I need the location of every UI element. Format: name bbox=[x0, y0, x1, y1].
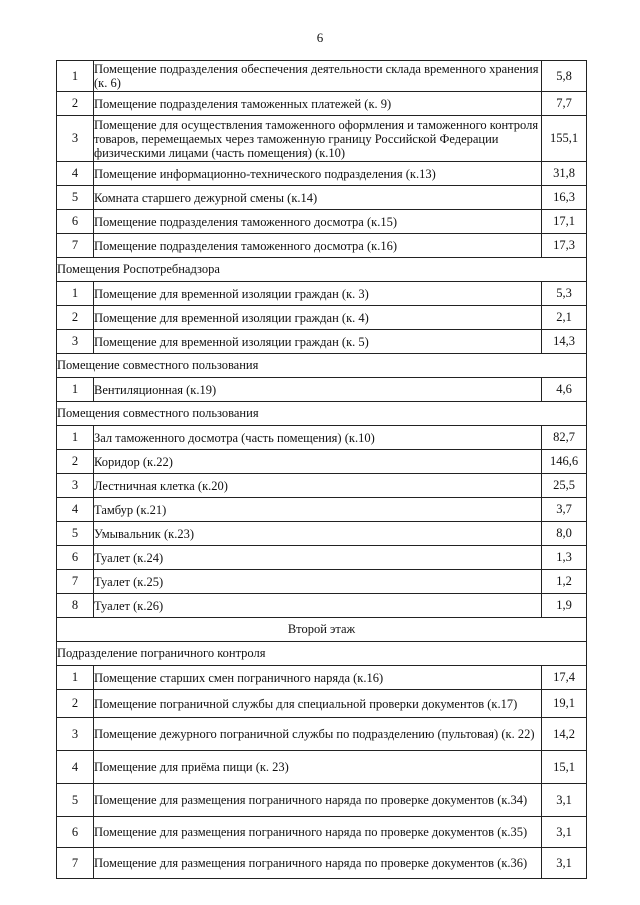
row-number: 1 bbox=[57, 378, 94, 402]
table-row bbox=[57, 594, 587, 618]
table-row bbox=[57, 848, 587, 879]
room-name: Туалет (к.25) bbox=[94, 570, 542, 594]
room-area: 15,1 bbox=[542, 751, 587, 784]
room-name: Помещение подразделения таможенного досмотра (к.16) bbox=[94, 234, 542, 258]
table-row bbox=[57, 570, 587, 594]
room-area: 19,1 bbox=[542, 690, 587, 718]
room-name: Туалет (к.24) bbox=[94, 546, 542, 570]
row-number: 1 bbox=[57, 282, 94, 306]
room-area: 146,6 bbox=[542, 450, 587, 474]
row-number: 8 bbox=[57, 594, 94, 618]
row-number: 4 bbox=[57, 162, 94, 186]
room-name: Помещение подразделения обеспечения деятельности склада временного хранения (к. 6) bbox=[94, 61, 542, 92]
room-name: Помещение для размещения пограничного наряда по проверке документов (к.36) bbox=[94, 848, 542, 879]
row-number: 6 bbox=[57, 817, 94, 848]
table-row bbox=[57, 61, 587, 92]
room-area: 82,7 bbox=[542, 426, 587, 450]
table-row bbox=[57, 450, 587, 474]
room-name: Комната старшего дежурной смены (к.14) bbox=[94, 186, 542, 210]
room-name: Помещение для временной изоляции граждан (к. 5) bbox=[94, 330, 542, 354]
room-area: 25,5 bbox=[542, 474, 587, 498]
row-number: 3 bbox=[57, 718, 94, 751]
row-number: 1 bbox=[57, 666, 94, 690]
row-number: 5 bbox=[57, 186, 94, 210]
room-area: 1,2 bbox=[542, 570, 587, 594]
row-number: 6 bbox=[57, 210, 94, 234]
table-row bbox=[57, 186, 587, 210]
room-name: Помещение для осуществления таможенного оформления и таможенного контроля товаров, перемещаемых через таможенную границу Российской Федерации физическими лицами (часть помещения) (к.10) bbox=[94, 116, 542, 162]
room-name: Помещение пограничной службы для специальной проверки документов (к.17) bbox=[94, 690, 542, 718]
table-row bbox=[57, 546, 587, 570]
room-area: 17,4 bbox=[542, 666, 587, 690]
section-heading: Подразделение пограничного контроля bbox=[57, 642, 587, 666]
room-area: 3,7 bbox=[542, 498, 587, 522]
section-heading-row bbox=[57, 642, 587, 666]
room-name: Коридор (к.22) bbox=[94, 450, 542, 474]
table-row bbox=[57, 330, 587, 354]
room-name: Вентиляционная (к.19) bbox=[94, 378, 542, 402]
page-number: 6 bbox=[316, 30, 324, 45]
room-area: 2,1 bbox=[542, 306, 587, 330]
room-area: 1,9 bbox=[542, 594, 587, 618]
section-heading: Помещения совместного пользования bbox=[57, 402, 587, 426]
section-heading: Помещения Роспотребнадзора bbox=[57, 258, 587, 282]
table-row bbox=[57, 474, 587, 498]
row-number: 4 bbox=[57, 498, 94, 522]
premises-table bbox=[56, 60, 587, 879]
room-name: Туалет (к.26) bbox=[94, 594, 542, 618]
row-number: 2 bbox=[57, 690, 94, 718]
room-name: Помещение для приёма пищи (к. 23) bbox=[94, 751, 542, 784]
row-number: 5 bbox=[57, 522, 94, 546]
room-name: Лестничная клетка (к.20) bbox=[94, 474, 542, 498]
room-area: 155,1 bbox=[542, 116, 587, 162]
room-name: Помещение дежурного пограничной службы по подразделению (пультовая) (к. 22) bbox=[94, 718, 542, 751]
row-number: 3 bbox=[57, 116, 94, 162]
table-row bbox=[57, 498, 587, 522]
room-area: 8,0 bbox=[542, 522, 587, 546]
row-number: 6 bbox=[57, 546, 94, 570]
table-row bbox=[57, 92, 587, 116]
table-row bbox=[57, 162, 587, 186]
row-number: 1 bbox=[57, 61, 94, 92]
room-area: 14,2 bbox=[542, 718, 587, 751]
section-heading-row bbox=[57, 354, 587, 378]
floor-heading-row bbox=[57, 618, 587, 642]
room-name: Помещение для временной изоляции граждан (к. 3) bbox=[94, 282, 542, 306]
room-name: Помещение старших смен пограничного наряда (к.16) bbox=[94, 666, 542, 690]
row-number: 7 bbox=[57, 234, 94, 258]
room-area: 14,3 bbox=[542, 330, 587, 354]
section-heading: Помещение совместного пользования bbox=[57, 354, 587, 378]
premises-table-body bbox=[57, 61, 587, 879]
table-row bbox=[57, 751, 587, 784]
row-number: 2 bbox=[57, 306, 94, 330]
table-row bbox=[57, 522, 587, 546]
table-row bbox=[57, 282, 587, 306]
row-number: 3 bbox=[57, 330, 94, 354]
room-area: 3,1 bbox=[542, 817, 587, 848]
room-area: 3,1 bbox=[542, 784, 587, 817]
table-row bbox=[57, 378, 587, 402]
room-name: Помещение подразделения таможенных платежей (к. 9) bbox=[94, 92, 542, 116]
room-area: 17,1 bbox=[542, 210, 587, 234]
table-row bbox=[57, 718, 587, 751]
row-number: 2 bbox=[57, 92, 94, 116]
table-row bbox=[57, 784, 587, 817]
room-name: Помещение подразделения таможенного досмотра (к.15) bbox=[94, 210, 542, 234]
room-name: Помещение информационно-технического подразделения (к.13) bbox=[94, 162, 542, 186]
table-row bbox=[57, 234, 587, 258]
table-row bbox=[57, 426, 587, 450]
table-row bbox=[57, 817, 587, 848]
table-row bbox=[57, 666, 587, 690]
row-number: 7 bbox=[57, 570, 94, 594]
room-name: Помещение для размещения пограничного наряда по проверке документов (к.35) bbox=[94, 817, 542, 848]
row-number: 1 bbox=[57, 426, 94, 450]
room-name: Тамбур (к.21) bbox=[94, 498, 542, 522]
room-area: 1,3 bbox=[542, 546, 587, 570]
room-name: Умывальник (к.23) bbox=[94, 522, 542, 546]
table-row bbox=[57, 690, 587, 718]
room-name: Помещение для временной изоляции граждан (к. 4) bbox=[94, 306, 542, 330]
floor-heading: Второй этаж bbox=[57, 618, 587, 642]
section-heading-row bbox=[57, 402, 587, 426]
room-area: 5,8 bbox=[542, 61, 587, 92]
room-area: 7,7 bbox=[542, 92, 587, 116]
room-area: 16,3 bbox=[542, 186, 587, 210]
table-row bbox=[57, 306, 587, 330]
room-area: 3,1 bbox=[542, 848, 587, 879]
room-name: Зал таможенного досмотра (часть помещения) (к.10) bbox=[94, 426, 542, 450]
room-area: 5,3 bbox=[542, 282, 587, 306]
table-row bbox=[57, 210, 587, 234]
table-row bbox=[57, 116, 587, 162]
row-number: 4 bbox=[57, 751, 94, 784]
room-area: 17,3 bbox=[542, 234, 587, 258]
room-area: 4,6 bbox=[542, 378, 587, 402]
row-number: 5 bbox=[57, 784, 94, 817]
room-name: Помещение для размещения пограничного наряда по проверке документов (к.34) bbox=[94, 784, 542, 817]
section-heading-row bbox=[57, 258, 587, 282]
row-number: 3 bbox=[57, 474, 94, 498]
row-number: 2 bbox=[57, 450, 94, 474]
room-area: 31,8 bbox=[542, 162, 587, 186]
row-number: 7 bbox=[57, 848, 94, 879]
